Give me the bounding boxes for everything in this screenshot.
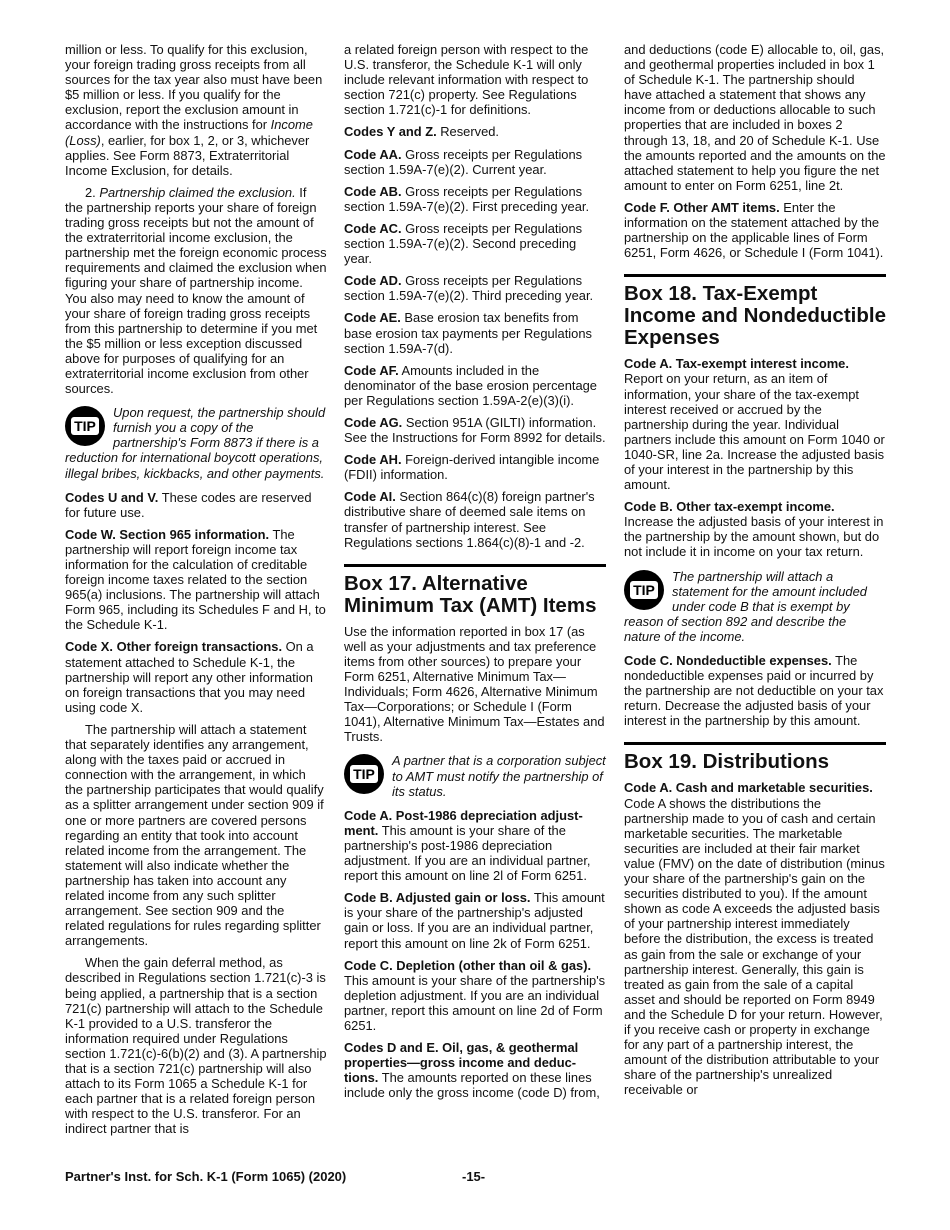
code-w: Code W. Section 965 information. The partnership will report foreign income tax information for the calculation of creditable foreign income taxes related to the section 965(a) inclusions. The partnership will attach Form 965, including its Schedules F and H, to the Schedule K-1. bbox=[65, 526, 326, 633]
box19-heading: Box 19. Distributions bbox=[624, 742, 886, 773]
code-a: Code A. Tax-exempt interest income. Report on your return, as an item of information, your share of the tax-exempt interest received or accrued by the partnership during the year. Individual partners include this amount on Form 1040 or 1040-SR, line 2a. Increase the adjusted basis of your interest in the partnership by this amount. bbox=[624, 356, 885, 493]
column-3 bbox=[624, 42, 886, 1104]
code-aa: Code AA. Gross receipts per Regulations section 1.59A-7(e)(2). Current year. bbox=[344, 146, 583, 177]
code-ai: Code AI. Section 864(c)(8) foreign partner's distributive share of deemed sale items on transfer of partnership interest. See Regulations sections 1.864(c)(8)-1 and -2. bbox=[344, 489, 595, 550]
code-ab: Code AB. Gross receipts per Regulations section 1.59A-7(e)(2). First preceding year. bbox=[344, 183, 590, 214]
code-ad: Code AD. Gross receipts per Regulations section 1.59A-7(e)(2). Third preceding year. bbox=[344, 273, 594, 304]
tip-note: TIP The partnership will attach a statement for the amount included under code B that is exempt by reason of section 892 and describe the nature of the income. bbox=[624, 568, 867, 644]
paragraph: 2. Partnership claimed the exclusion. If the partnership reports your share of foreign trading gross receipts but not the amount of the extraterritorial income exclusion, the partnership met the foreign economic process requirements and claimed the exclusion when figuring your share of partnership income. You also may need to know the amount of your share of foreign trading gross receipts from this partnership to determine if you met the $5 million or less exception discussed above for purposes of qualifying for an extraterritorial income exclusion from other sources. bbox=[65, 184, 327, 397]
box17-heading: Box 17. Alternative Minimum Tax (AMT) Items bbox=[344, 564, 606, 617]
code-a: Code A. Cash and marketable securities. Code A shows the distributions the partnership made to you of cash and certain marketable securities. The marketable securities are included at their fair market value (FMV) on the date of distribution (minus your share of the partnership's gain on the securities distributed to you). If the amount shown as code A exceeds the adjusted basis of your partnership interest immediately before the distribution, the excess is treated as gain from the sale or exchange of your partnership interest. Generally, this gain is treated as gain from the sale of a capital asset and should be reported on Form 8949 and the Schedule D for your return. However, if you receive cash or property in exchange for any part of a partnership interest, the amount of the distribution attributable to your share of the partnership's unrealized receivable or bbox=[624, 780, 885, 1098]
tip-icon: TIP bbox=[624, 570, 664, 610]
code-f: Code F. Other AMT items. Enter the information on the statement attached by the partnership on the applicable lines of Form 6251, Form 4626, or Schedule I (Form 1041). bbox=[624, 199, 884, 261]
code-c: Code C. Nondeductible expenses. The nondeductible expenses paid or incurred by the partnership are not deductible on your tax return. Decrease the adjusted basis of your interest in the partnership by this amount. bbox=[624, 653, 884, 729]
code-c: Code C. Depletion (other than oil & gas). This amount is your share of the partnership's depletion adjustment. If you are an individual partner, report this amount on line 2d of Form 6251. bbox=[344, 957, 606, 1033]
code-uv: Codes U and V. These codes are reserved for future use. bbox=[65, 489, 312, 520]
code-ae: Code AE. Base erosion tax benefits from base erosion tax payments per Regulations section 1.59A-7(d). bbox=[344, 310, 592, 356]
code-af: Code AF. Amounts included in the denominator of the base erosion percentage per Regulations section 1.59A-2(e)(3)(i). bbox=[344, 362, 597, 408]
paragraph: Use the information reported in box 17 (as well as your adjustments and tax preference items from other sources) to prepare your Form 6251, Alternative Minimum Tax—Individuals; Form 4626, Alternative Minimum Tax—Corporations; or Schedule I (Form 1041), Alternative Minimum Tax—Estates and Trusts. bbox=[344, 623, 605, 745]
code-a: Code A. Post-1986 depreciation adjust-ment. This amount is your share of the partnership's post-1986 depreciation adjustment. If you are an individual partner, report this amount on line 2l of Form 6251. bbox=[344, 807, 591, 884]
code-ac: Code AC. Gross receipts per Regulations section 1.59A-7(e)(2). Second preceding year. bbox=[344, 220, 583, 267]
paragraph: million or less. To qualify for this exclusion, your foreign trading gross receipts from all sources for the tax year also must have been $5 million or less. If you qualify for the exclusion, report the exclusion amount in accordance with the instructions for Income (Loss), earlier, for box 1, 2, or 3, whichever applies. See Form 8873, Extraterritorial Income Exclusion, for details. bbox=[65, 42, 323, 178]
paragraph: and deductions (code E) allocable to, oil, gas, and geothermal properties included in box 1 of Schedule K-1. The partnership should have attached a statement that shows any income from or deductions allocable to such properties that are included in boxes 2 through 13, 18, and 20 of Schedule K-1. Use the amounts reported and the amounts on the attached statement to help you figure the net amount to enter on Form 6251, line 2t. bbox=[624, 42, 886, 193]
code-ag: Code AG. Section 951A (GILTI) information. See the Instructions for Form 8992 for details. bbox=[344, 414, 606, 446]
paragraph: When the gain deferral method, as described in Regulations section 1.721(c)-3 is being applied, a partnership that is a section 721(c) partnership will attach to the Schedule K-1 provided to a U.S. transferor the information required under Regulations section 1.721(c)-6(b)(2) and (3). A partnership that is a section 721(c) partnership will also attach to its Form 1065 a Schedule K-1 for each partner that is a related foreign person with respect to the U.S. transferor. For an indirect partner that is bbox=[65, 955, 327, 1137]
tip-note: TIP Upon request, the partnership should furnish you a copy of the partnership's Form 8873 if there is a reduction for international boycott operations, illegal bribes, kickbacks, and other payments. bbox=[65, 405, 326, 481]
tip-note: TIP A partner that is a corporation subject to AMT must notify the partnership of its status. bbox=[344, 753, 606, 798]
code-x: Code X. Other foreign transactions. On a statement attached to Schedule K-1, the partnership will report any other information on foreign transactions that you may need using code X. bbox=[65, 639, 314, 715]
code-ah: Code AH. Foreign-derived intangible income (FDII) information. bbox=[344, 452, 600, 483]
column-1 bbox=[65, 42, 327, 1143]
code-b: Code B. Adjusted gain or loss. This amount is your share of the partnership's adjusted gain or loss. If you are an individual partner, report this amount on line 2k of Form 6251. bbox=[344, 890, 605, 951]
tip-icon: TIP bbox=[344, 754, 384, 794]
tip-icon: TIP bbox=[65, 406, 105, 446]
box18-heading: Box 18. Tax-Exempt Income and Nondeductible Expenses bbox=[624, 274, 886, 349]
column-2 bbox=[344, 42, 606, 1107]
page-number: -15- bbox=[462, 1169, 486, 1184]
paragraph: a related foreign person with respect to the U.S. transferor, the Schedule K-1 will only include relevant information with respect to section 721(c) property. See Regulations section 1.721(c)-1 for definitions. bbox=[344, 42, 589, 118]
code-b: Code B. Other tax-exempt income. Increase the adjusted basis of your interest in the partnership by the amount shown, but do not include it in income on your tax return. bbox=[624, 499, 884, 560]
paragraph: The partnership will attach a statement that separately identifies any arrangement, along with the taxes paid or accrued in connection with the arrangement, in which the partnership participates that would qualify as a splitter arrangement under section 909 if one or more partners are covered persons regarding an entity that took into account related income from the arrangement. The statement will also indicate whether the partnership has taken into account any related income from any such splitter arrangement. See section 909 and the related regulations for rules regarding splitter arrangements. bbox=[65, 721, 324, 949]
footer-title: Partner's Inst. for Sch. K-1 (Form 1065) (2020) bbox=[65, 1169, 347, 1184]
code-de: Codes D and E. Oil, gas, & geothermal properties—gross income and deduc-tions. The amounts reported on these lines include only the gross income (code D) from, bbox=[344, 1040, 600, 1101]
code-yz: Codes Y and Z. Reserved. bbox=[344, 124, 500, 140]
